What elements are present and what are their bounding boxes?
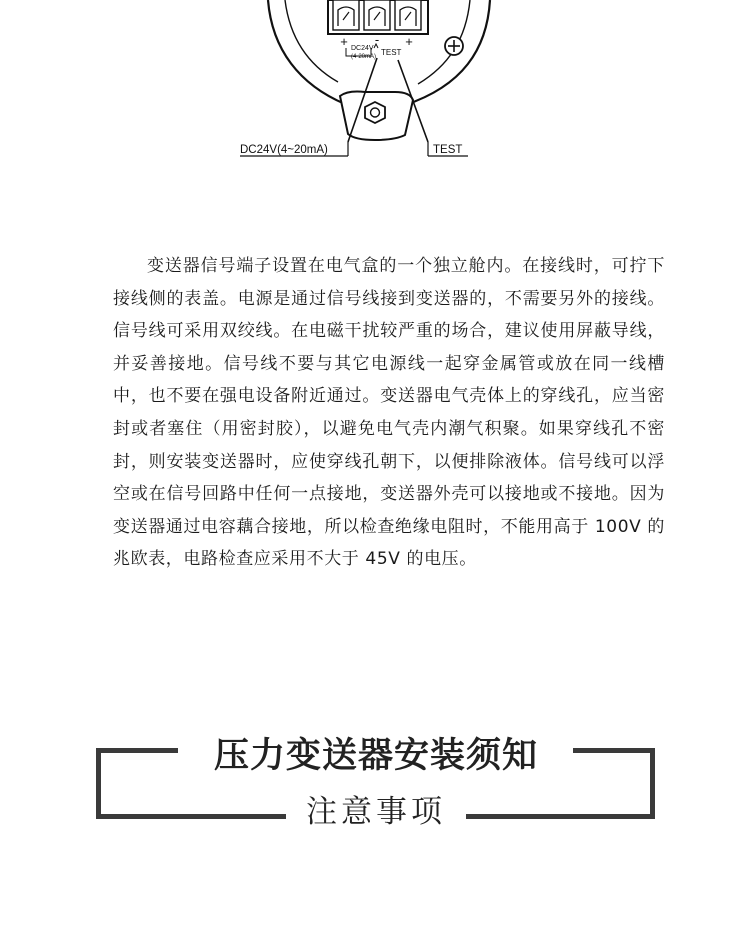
notice-title: 压力变送器安装须知 [213, 736, 538, 776]
wiring-diagram [0, 0, 752, 175]
callout-test: TEST [433, 144, 463, 156]
hex-screw-icon [365, 102, 385, 123]
notice-subtitle: 注意事项 [306, 794, 446, 830]
callout-power: DC24V(4~20mA) [240, 144, 328, 156]
ground-screw-icon [445, 37, 463, 55]
inner-label-current: (4-20mA) [351, 54, 377, 60]
terminal-plus-right: + [405, 34, 413, 49]
notice-section [0, 720, 752, 840]
terminal-minus: - [374, 32, 380, 47]
terminal-plus-left: + [340, 34, 348, 49]
terminal-block [328, 0, 428, 34]
wiring-instructions-paragraph: 变送器信号端子设置在电气盒的一个独立舱内。在接线时，可拧下接线侧的表盖。电源是通过信号线接到变送器的，不需要另外的接线。信号线可采用双绞线。在电磁干扰较严重的场合，建议使用屏蔽导线，并妥善接地。信号线不要与其它电源线一起穿金属管或放在同一线槽中，也不要在强电设备附近通过。变送器电气壳体上的穿线孔，应当密封或者塞住（用密封胶），以避免电气壳内潮气积聚。如果穿线孔不密封，则安装变送器时，应使穿线孔朝下，以便排除液体。信号线可以浮空或在信号回路中任何一点接地，变送器外壳可以接地或不接地。因为变送器通过电容藕合接地，所以检查绝缘电阻时，不能用高于 100V 的兆欧表，电路检查应采用不大于 45V 的电压。 [113, 256, 665, 570]
inner-label-test: TEST [381, 48, 402, 57]
inner-label-dc24v: DC24V [351, 45, 374, 52]
